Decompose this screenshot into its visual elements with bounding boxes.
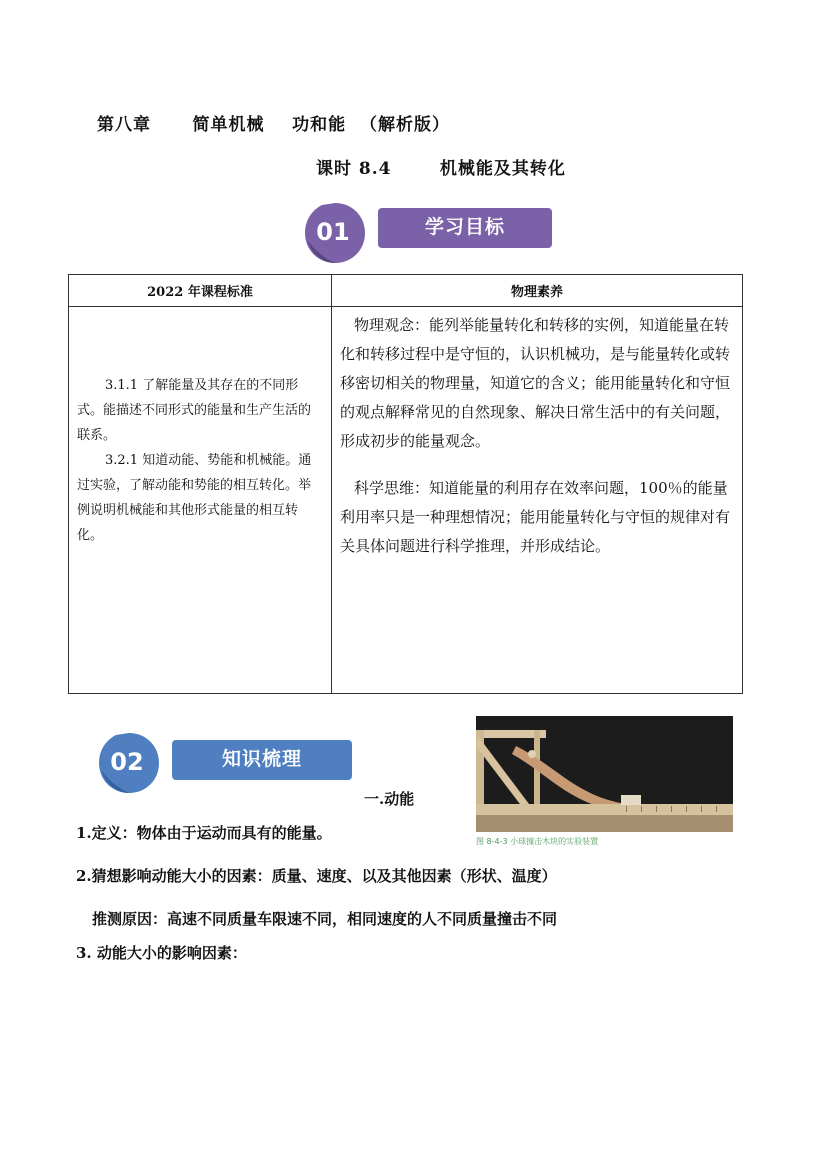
table-header-literacy: 物理素养: [332, 275, 743, 307]
lesson-title: 课时 8.4 机械能及其转化: [316, 159, 566, 179]
standard-item: 3.2.1 知道动能、势能和机械能。通过实验，了解动能和势能的相互转化。举例说明机械能和其他形式能量的相互转化。: [77, 453, 312, 543]
influence-factors-line: 3. 动能大小的影响因素：: [76, 944, 247, 962]
ramp-experiment-photo: [476, 716, 733, 832]
section-number: 02: [110, 748, 144, 776]
section-number: 01: [316, 218, 350, 246]
factors-line: 2.猜想影响动能大小的因素：质量、速度、以及其他因素（形状、温度）: [76, 867, 557, 885]
section-title: 学习目标: [378, 208, 552, 248]
definition-line: 1.定义：物体由于运动而具有的能量。: [76, 824, 332, 842]
subheading-kinetic-energy: 一.动能: [364, 790, 415, 808]
section-title: 知识梳理: [172, 740, 352, 780]
literacy-cell: [332, 307, 743, 694]
standard-item: 3.1.1 了解能量及其存在的不同形式。能描述不同形式的能量和生产生活的联系。: [77, 378, 312, 443]
literacy-item: 物理观念：能列举能量转化和转移的实例，知道能量在转化和转移过程中是守恒的，认识机械功，是与能量转化或转移密切相关的物理量，知道它的含义；能用能量转化和守恒的观点解释常见的自然现象、解决日常生活中的有关问题，形成初步的能量观念。: [340, 316, 731, 450]
chapter-title: 第八章 简单机械 功和能 （解析版）: [97, 115, 451, 135]
section-badge-learning-goals: [302, 200, 562, 270]
reason-line: 推测原因：高速不同质量车限速不同，相同速度的人不同质量撞击不同: [92, 910, 558, 928]
curriculum-table: [68, 274, 743, 694]
table-header-standard: 2022 年课程标准: [69, 275, 332, 307]
section-badge-knowledge: [96, 730, 356, 800]
literacy-item: 科学思维：知道能量的利用存在效率问题，100％的能量利用率只是一种理想情况；能用能量转化与守恒的规律对有关具体问题进行科学推理，并形成结论。: [340, 479, 731, 555]
figure-caption: 图 8-4-3 小球撞击木块的实验装置: [476, 837, 599, 846]
standards-cell: [69, 307, 332, 694]
